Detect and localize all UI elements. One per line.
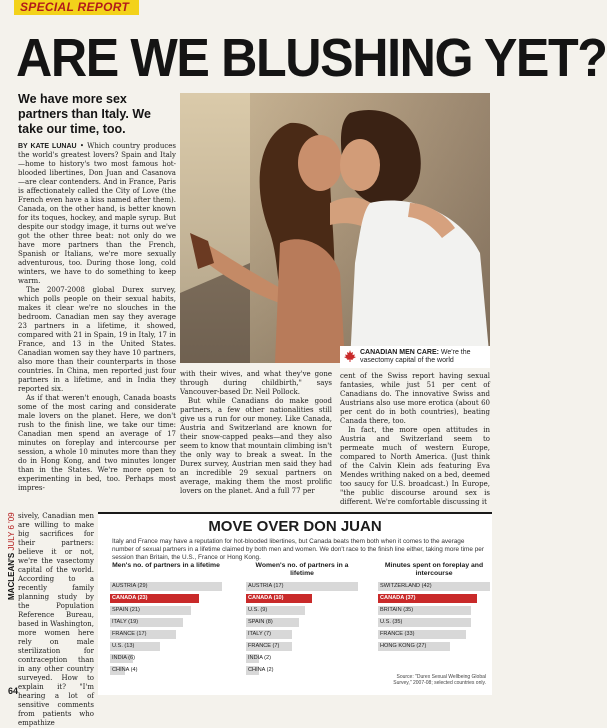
panel-title: Minutes spent on foreplay and intercourse bbox=[384, 562, 484, 577]
issue-date: JULY 6 '09 bbox=[7, 512, 16, 551]
bar-row bbox=[246, 641, 358, 652]
couple-kissing-photo bbox=[180, 93, 490, 363]
bar-label: CHINA (2) bbox=[248, 667, 274, 673]
bar-label: INDIA (2) bbox=[248, 655, 272, 661]
article-column-1 bbox=[18, 142, 176, 493]
article-paragraph: As if that weren't enough, Canada boasts some of the most caring and considerate male lovers on the planet. Here, we don't rush to the finish line, we take our time: Canadian men spend an average of 17 minutes on foreplay and intercourse per session, a whole 10 minutes more than they do in Hong Kong, and two minutes longer than in the States. We're more open to experimenting in bed, too. Perhaps most impres- bbox=[18, 394, 176, 492]
infographic-title: MOVE OVER DON JUAN bbox=[208, 518, 382, 535]
side-folio bbox=[6, 512, 18, 600]
caption-bold: CANADIAN MEN CARE: bbox=[360, 349, 439, 356]
headline: ARE WE BLUSHING YET? bbox=[16, 28, 607, 88]
infographic-intro: Italy and France may have a reputation for hot-blooded libertines, but Canada beats them both when it comes to the average number of sexual partners in a lifetime claimed by both men and women. We don't race to the finish line either, taking more time per session than Britain, the U.S., France or Hong Kong. bbox=[112, 538, 484, 561]
article-paragraph: The 2007-2008 global Durex survey, which polls people on their sexual habits, makes it clear we're no slouches in the bedroom. Canadian men say they average 23 partners in a lifetime, it showed, compared with 21 in Spain, 19 in Italy, 17 in France, and 13 in the United States. Canadian women say they have 10 partners, also more than their counterparts in those countries. In China, men reported just four partners in a lifetime, and in India they reported six. bbox=[18, 286, 176, 393]
bar-label: SPAIN (8) bbox=[248, 619, 273, 625]
page-number: 64 bbox=[8, 686, 19, 696]
bar-label: SPAIN (21) bbox=[112, 607, 140, 613]
bar-row bbox=[246, 617, 358, 628]
panel-minutes bbox=[378, 562, 490, 652]
bar-label: AUSTRIA (29) bbox=[112, 583, 148, 589]
article-paragraph: But while Canadians do make good partners, a few other nationalities still give us a run for our money. Like Canada, Austria and Switzerland are known for their snow-capped peaks—and they also seem to know that mountain climbing isn't the only way to break a sweat. In the Durex survey, Austrian men said they had an incredible 29 sexual partners on average, making them the most prolific lovers on the planet. And a full 77 per bbox=[180, 397, 332, 495]
bar-label: HONG KONG (27) bbox=[380, 643, 427, 649]
bar-label: FRANCE (17) bbox=[112, 631, 147, 637]
article-column-2 bbox=[180, 370, 332, 496]
bar-row bbox=[110, 641, 222, 652]
byline: BY KATE LUNAU bbox=[18, 143, 77, 150]
article-paragraph: with their wives, and what they've gone through during childbirth," says Vancouver-based Dr. Neil Pollock. bbox=[180, 370, 332, 396]
bar-row bbox=[246, 581, 358, 592]
bar-row bbox=[378, 593, 490, 604]
panel-title: Men's no. of partners in a lifetime bbox=[112, 562, 220, 569]
article-paragraph: • Which country produces the world's greatest lovers? Spain and Italy—home to history's two most famous hot-blooded libertines, Don Juan and Casanova—are clear contenders. And in France, Paris is affectionately called the City of Love (the French even have a kiss named after them). Canada, on the other hand, is better known for its toques, hockey, and maple syrup. But despite our stodgy image, it turns out we've got the other three beat: not only do we have more partners than the French, Spanish or Italians, we're more sexually adventurous, too. During those long, cold winters, we have to do something to keep warm. bbox=[18, 142, 176, 285]
bar-label: FRANCE (33) bbox=[380, 631, 415, 637]
bar-label: FRANCE (7) bbox=[248, 643, 280, 649]
infographic-source: Source: "Durex Sexual Wellbeing Global Survey," 2007-08; selected countries only. bbox=[393, 674, 486, 686]
bar-row bbox=[378, 629, 490, 640]
bar-row bbox=[246, 653, 358, 664]
photo-illustration bbox=[180, 93, 490, 363]
bar-label: U.S. (13) bbox=[112, 643, 135, 649]
bar-row bbox=[246, 629, 358, 640]
bar-row bbox=[110, 617, 222, 628]
bar-row bbox=[246, 593, 358, 604]
bar-label: BRITAIN (35) bbox=[380, 607, 414, 613]
bar-row bbox=[246, 665, 358, 676]
bar-row bbox=[378, 605, 490, 616]
bar-label: INDIA (6) bbox=[112, 655, 136, 661]
bar-row bbox=[110, 581, 222, 592]
bar-label: CANADA (37) bbox=[380, 595, 416, 601]
bar-row bbox=[110, 605, 222, 616]
bar-row bbox=[378, 641, 490, 652]
panel-men-partners bbox=[110, 562, 222, 676]
bar-row bbox=[378, 581, 490, 592]
article-column-1-continued bbox=[18, 512, 94, 728]
bar-label: U.S. (35) bbox=[380, 619, 403, 625]
panel-title: Women's no. of partners in a lifetime bbox=[255, 562, 349, 577]
article-column-3 bbox=[340, 372, 490, 507]
bar-label: ITALY (19) bbox=[112, 619, 139, 625]
bar-row bbox=[110, 653, 222, 664]
photo-caption bbox=[340, 346, 490, 368]
bar-label: SWITZERLAND (42) bbox=[380, 583, 432, 589]
article-paragraph: In fact, the more open attitudes in Austria and Switzerland seem to permeate much of western Europe, compared to North America. (Just think of the Calvin Klein ads featuring Eva Mendes writhing naked on a bed, deemed too saucy for U.S. broadcast.) In Europe, "the public discourse around sex is different. We're comfortable discussing it bbox=[340, 426, 490, 506]
article-paragraph: cent of the Swiss report having sexual fantasies, while just 51 per cent of Canadians do. The innovative Swiss and Austrians also use more erotica (about 60 per cent do in both countries), beating Canada there, too. bbox=[340, 372, 490, 425]
bar-label: U.S. (9) bbox=[248, 607, 268, 613]
maple-leaf-icon bbox=[344, 350, 356, 362]
bar-label: ITALY (7) bbox=[248, 631, 272, 637]
bar-label: CANADA (23) bbox=[112, 595, 148, 601]
panel-women-partners bbox=[246, 562, 358, 676]
bar-label: CHINA (4) bbox=[112, 667, 138, 673]
article-paragraph: sively, Canadian men are willing to make big sacrifices for their partners: believe it or not, we're the vasectomy capital of the world. According to a recently family planning study by the Population Reference Bureau, based in Washington, more women here rely on male sterilization for contraception than in any other country surveyed. How to explain it? "I'm hearing a lot of sensitive comments from patients who empathize bbox=[18, 512, 94, 727]
bar-row bbox=[378, 617, 490, 628]
bar-row bbox=[246, 605, 358, 616]
magazine-name: MACLEAN'S bbox=[7, 552, 16, 600]
deck-subhead: We have more sex partners than Italy. We take our time, too. bbox=[18, 92, 151, 136]
bar-label: AUSTRIA (17) bbox=[248, 583, 284, 589]
bar-row bbox=[110, 629, 222, 640]
caption-text: We're the vasectomy capital of the world bbox=[360, 349, 471, 364]
bar-row bbox=[110, 593, 222, 604]
infographic-box bbox=[98, 512, 492, 695]
section-kicker: SPECIAL REPORT bbox=[14, 0, 139, 15]
bar-row bbox=[110, 665, 222, 676]
bar-label: CANADA (10) bbox=[248, 595, 284, 601]
